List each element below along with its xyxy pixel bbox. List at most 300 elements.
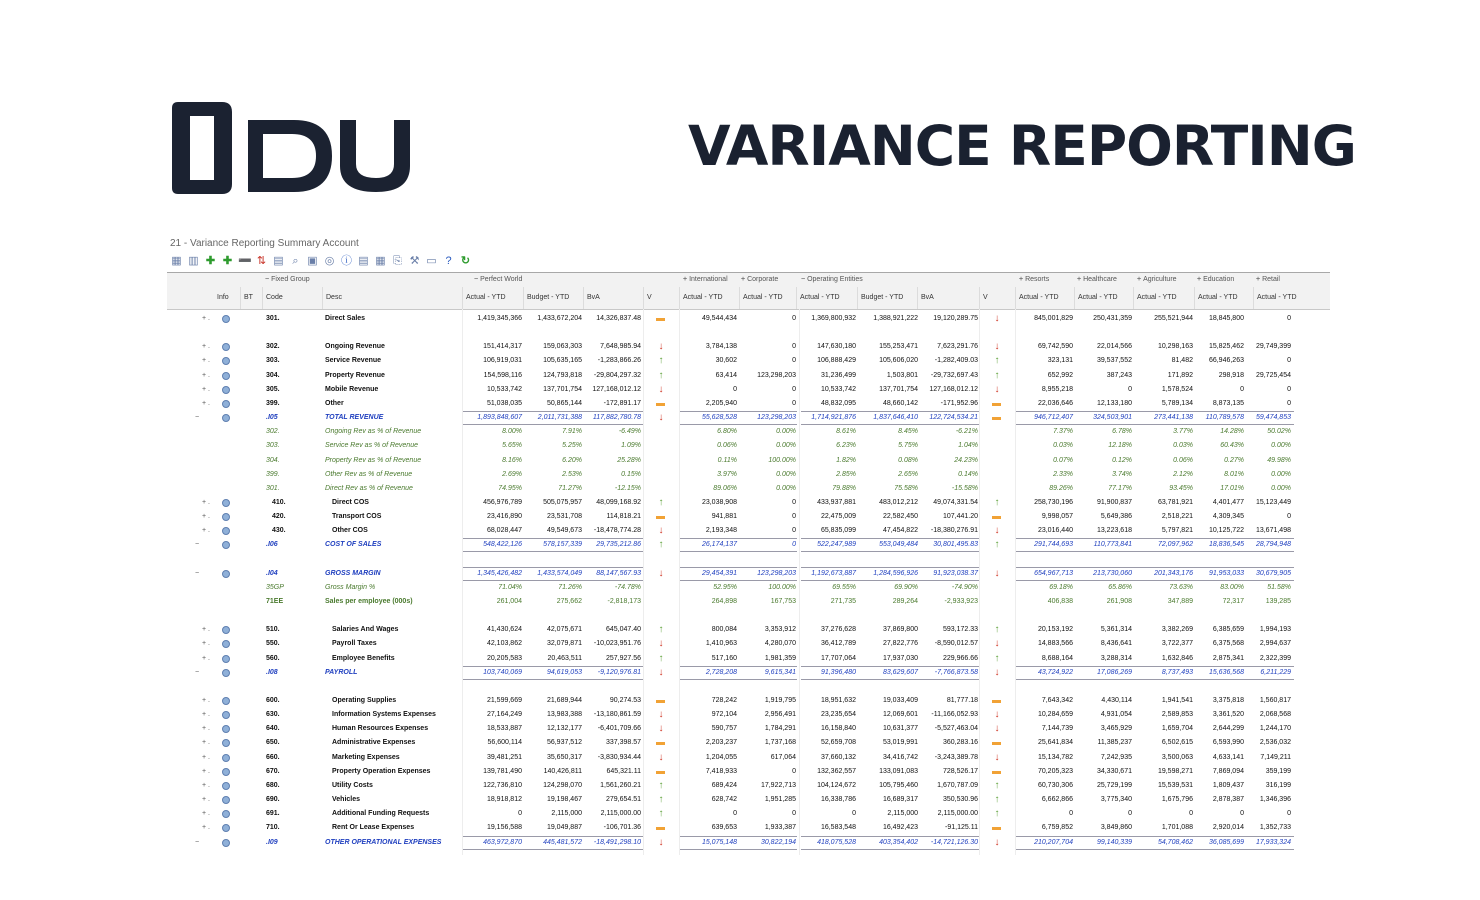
group-agriculture[interactable]: + Agriculture [1137,276,1177,283]
arrow-down-icon: ↓ [658,341,664,352]
arrow-down-icon: ↓ [994,837,1000,848]
value-cell: 127,168,012.12 [929,386,978,393]
expand-icon[interactable]: + [1137,276,1142,283]
value-cell: 94,619,053 [546,669,582,676]
value-cell: 0 [792,386,796,393]
value-cell: 10,298,163 [1157,343,1193,350]
group-healthcare[interactable]: + Healthcare [1077,276,1117,283]
expand-toggle[interactable]: + . [202,697,210,704]
info-icon[interactable] [222,655,230,663]
value-cell: 1,809,437 [1212,782,1244,789]
expand-toggle[interactable]: + . [202,640,210,647]
collapse-toggle[interactable]: − [195,839,200,846]
info-icon[interactable] [222,640,230,648]
value-cell: -6.49% [618,428,641,435]
row-code: 303. [266,442,280,449]
value-cell: 2.69% [502,471,522,478]
value-cell: -29,732,697.43 [930,372,978,379]
total-underline [462,551,643,552]
value-cell: 0 [1189,810,1193,817]
value-cell: 0 [1240,386,1244,393]
value-cell: 6.80% [717,428,737,435]
value-cell: 155,253,471 [879,343,918,350]
info-icon[interactable] [222,669,230,677]
value-cell: 505,075,957 [543,499,582,506]
info-icon[interactable] [222,739,230,747]
grid-icon[interactable]: ▦ [171,255,182,267]
value-cell: 1,433,574,049 [537,570,582,577]
value-cell: 29,725,454 [1255,372,1291,379]
arrow-up-icon: ↑ [658,653,664,664]
value-cell: 0 [792,357,796,364]
collapse-toggle[interactable]: − [195,541,200,548]
info-icon[interactable] [222,527,230,535]
expand-toggle[interactable]: + . [202,499,210,506]
expand-toggle[interactable]: + . [202,655,210,662]
value-cell: 15,134,782 [1037,754,1073,761]
collapse-toggle[interactable]: − [195,414,200,421]
value-cell: 5,797,821 [1161,527,1193,534]
value-cell: 132,362,557 [817,768,856,775]
value-cell: 91,923,038.37 [933,570,978,577]
total-underline [679,411,797,412]
value-cell: 271,735 [830,598,856,605]
expand-toggle[interactable]: + . [202,400,210,407]
value-cell: 0 [792,315,796,322]
column-divider [799,309,800,855]
value-cell: 1,284,596,926 [873,570,918,577]
value-cell: -74.90% [951,584,978,591]
add-row-icon[interactable]: ✚ [205,255,216,267]
collapse-toggle[interactable]: − [195,570,200,577]
value-cell: 1,893,848,607 [477,414,522,421]
expand-icon[interactable]: + [1197,276,1202,283]
table-icon[interactable]: ▦ [375,255,386,267]
value-cell: -5,527,463.04 [934,725,978,732]
value-cell: 23,016,440 [1037,527,1073,534]
info-icon[interactable] [222,711,230,719]
row-code: 660. [266,754,280,761]
export-icon[interactable]: ▣ [307,255,318,267]
expand-toggle[interactable]: + . [202,386,210,393]
tools-icon[interactable]: ⚒ [409,255,420,267]
value-cell: 137,701,754 [543,386,582,393]
value-cell: 19,598,271 [1157,768,1193,775]
row-code: 410. [272,499,286,506]
value-cell: 1,659,704 [1161,725,1193,732]
value-cell: 0 [1240,810,1244,817]
expand-icon[interactable]: + [683,276,688,283]
layout-icon[interactable]: ▤ [273,255,284,267]
add-icon[interactable]: ✚ [222,255,233,267]
column-header[interactable]: Actual - YTD [1015,287,1074,309]
value-cell: 264,898 [711,598,737,605]
value-cell: 22,014,566 [1096,343,1132,350]
expand-toggle[interactable]: + . [202,739,210,746]
value-cell: 403,354,402 [879,839,918,846]
arrow-down-icon: ↓ [658,723,664,734]
value-cell: 13,223,618 [1096,527,1132,534]
column-header[interactable]: Desc [322,287,462,309]
column-header[interactable]: Budget - YTD [857,287,917,309]
value-cell: 123,298,203 [757,372,796,379]
column-header[interactable]: BvA [917,287,979,309]
expand-toggle[interactable]: + . [202,768,210,775]
value-cell: 37,276,628 [820,626,856,633]
total-underline [1015,666,1294,667]
group-international[interactable]: + International [683,276,728,283]
expand-icon[interactable]: + [1256,276,1261,283]
column-header[interactable]: V [979,287,1015,309]
value-cell: 59,474,853 [1255,414,1291,421]
value-cell: 31,236,499 [820,372,856,379]
expand-icon[interactable]: + [1077,276,1082,283]
info-icon[interactable] [222,343,230,351]
value-cell: 2.33% [1053,471,1073,478]
expand-toggle[interactable]: + . [202,513,210,520]
neutral-indicator [992,516,1001,519]
help-icon[interactable]: ? [445,255,452,267]
value-cell: 201,343,176 [1154,570,1193,577]
value-cell: -2,933,923 [944,598,978,605]
total-underline [679,580,797,581]
column-header[interactable]: BvA [583,287,643,309]
expand-toggle[interactable]: + . [202,626,210,633]
value-cell: 0 [852,810,856,817]
value-cell: 1,784,291 [764,725,796,732]
value-cell: 55,628,528 [701,414,737,421]
value-cell: 23,235,654 [820,711,856,718]
value-cell: 19,198,467 [546,796,582,803]
value-cell: 2.85% [836,471,856,478]
row-code: .I09 [266,839,278,846]
value-cell: 2.65% [898,471,918,478]
total-underline [679,679,797,680]
column-header[interactable]: Budget - YTD [523,287,583,309]
value-cell: 93.45% [1169,485,1193,492]
info-icon[interactable] [222,386,230,394]
expand-toggle[interactable]: + . [202,711,210,718]
total-underline [462,666,643,667]
value-cell: 3,353,912 [764,626,796,633]
collapse-toggle[interactable]: − [195,669,200,676]
value-cell: -9,120,976.81 [597,669,641,676]
row-code: 304. [266,457,280,464]
row-desc: Rent Or Lease Expenses [332,824,415,831]
total-underline [1015,679,1294,680]
value-cell: 645,047.40 [605,626,641,633]
row-desc: Mobile Revenue [325,386,379,393]
group-fixed-group[interactable]: − Fixed Group [265,276,310,283]
info-icon[interactable] [222,513,230,521]
row-code: 399. [266,471,280,478]
value-cell: 1,578,524 [1161,386,1193,393]
collapse-icon[interactable]: − [265,276,270,283]
arrow-down-icon: ↓ [994,568,1000,579]
columns-icon[interactable]: ▥ [188,255,199,267]
expand-toggle[interactable]: + . [202,372,210,379]
info-icon[interactable] [222,697,230,705]
total-underline [801,666,979,667]
value-cell: 6.23% [836,442,856,449]
value-cell: 79.88% [832,485,856,492]
refresh-icon[interactable]: ↻ [460,255,471,267]
column-header[interactable]: Actual - YTD [796,287,857,309]
remove-icon[interactable]: ➖ [238,255,252,267]
search-icon[interactable]: ⌕ [292,255,299,267]
value-cell: 22,475,009 [820,513,856,520]
value-cell: -1,283,866.26 [597,357,641,364]
value-cell: 32,079,871 [546,640,582,647]
column-header[interactable]: BT [240,287,262,309]
value-cell: 1,941,541 [1161,697,1193,704]
chart-icon[interactable]: ▭ [426,255,437,267]
value-cell: -18,478,774.28 [593,527,641,534]
value-cell: -2,818,173 [607,598,641,605]
value-cell: 56,937,512 [546,739,582,746]
collapse-icon[interactable]: − [801,276,806,283]
value-cell: 24.23% [954,457,978,464]
column-header[interactable]: V [643,287,679,309]
value-cell: 48,099,168.92 [596,499,641,506]
value-cell: 15,539,531 [1157,782,1193,789]
info-icon[interactable] [222,400,230,408]
value-cell: 29,735,212.86 [596,541,641,548]
value-cell: 946,712,407 [1034,414,1073,421]
value-cell: 41,430,624 [486,626,522,633]
value-cell: 69.55% [832,584,856,591]
value-cell: 3,465,929 [1100,725,1132,732]
group-corporate[interactable]: + Corporate [741,276,779,283]
value-cell: 1,670,787.09 [937,782,978,789]
value-cell: 639,653 [711,824,737,831]
zoom-icon[interactable]: ◎ [324,255,335,267]
value-cell: 578,157,339 [543,541,582,548]
value-cell: 548,422,126 [483,541,522,548]
value-cell: 12.18% [1108,442,1132,449]
info-icon[interactable] [222,824,230,832]
info-icon[interactable] [222,570,230,578]
value-cell: 0 [792,527,796,534]
value-cell: 1,994,193 [1259,626,1291,633]
value-cell: 20,463,511 [547,655,582,662]
value-cell: 1,369,800,932 [811,315,856,322]
value-cell: 6,211,229 [1260,669,1291,676]
expand-toggle[interactable]: + . [202,824,210,831]
group-retail[interactable]: + Retail [1256,276,1280,283]
column-header[interactable]: Actual - YTD [679,287,739,309]
value-cell: 0 [792,541,796,548]
value-cell: 0 [1287,400,1291,407]
column-header[interactable]: Actual - YTD [1194,287,1253,309]
row-desc: Operating Supplies [332,697,397,704]
value-cell: 0 [1128,810,1132,817]
neutral-indicator [656,516,665,519]
value-cell: 88,147,567.93 [596,570,641,577]
row-code: 690. [266,796,280,803]
expand-toggle[interactable]: + . [202,357,210,364]
group-operating-entities[interactable]: − Operating Entities [801,276,863,283]
expand-icon[interactable]: + [741,276,746,283]
expand-toggle[interactable]: + . [202,782,210,789]
value-cell: 0.03% [1053,442,1073,449]
value-cell: 110,773,841 [1093,541,1132,548]
expand-toggle[interactable]: + . [202,527,210,534]
value-cell: 2,115,000 [887,810,918,817]
form-icon[interactable]: ▤ [358,255,369,267]
value-cell: 6,385,659 [1212,626,1244,633]
info-icon[interactable] [222,810,230,818]
expand-toggle[interactable]: + . [202,725,210,732]
info-icon[interactable] [222,626,230,634]
value-cell: 3,722,377 [1161,640,1193,647]
value-cell: 728,526.17 [942,768,978,775]
value-cell: 26,174,137 [701,541,737,548]
value-cell: 2,203,237 [705,739,737,746]
arrow-up-icon: ↑ [994,808,1000,819]
value-cell: 77.17% [1108,485,1132,492]
value-cell: 0 [733,386,737,393]
value-cell: 18,918,812 [486,796,522,803]
info-icon[interactable] [222,754,230,762]
arrow-down-icon: ↓ [658,667,664,678]
value-cell: 8.45% [898,428,918,435]
value-cell: 2,322,399 [1259,655,1291,662]
value-cell: 70,205,323 [1037,768,1073,775]
arrow-down-icon: ↓ [994,313,1000,324]
value-cell: 3,375,818 [1212,697,1244,704]
value-cell: 0.00% [1271,471,1291,478]
expand-toggle[interactable]: + . [202,754,210,761]
value-cell: 0.00% [776,471,796,478]
value-cell: 406,838 [1047,598,1073,605]
value-cell: 69.18% [1049,584,1073,591]
column-header-row [167,287,1330,310]
column-header[interactable]: Actual - YTD [1253,287,1313,309]
value-cell: 418,075,528 [817,839,856,846]
value-cell: 593,172.33 [942,626,978,633]
info-icon[interactable]: ⓘ [341,255,352,267]
value-cell: 4,309,345 [1212,513,1244,520]
value-cell: 323,131 [1047,357,1073,364]
value-cell: 72,097,962 [1157,541,1193,548]
value-cell: 2,536,032 [1259,739,1291,746]
value-cell: 0.00% [1271,442,1291,449]
value-cell: -6,401,709.66 [597,725,641,732]
value-cell: 5,789,134 [1161,400,1193,407]
collapse-icon[interactable]: − [474,276,479,283]
value-cell: 30,822,194 [760,839,796,846]
value-cell: 1,503,801 [886,372,918,379]
value-cell: 18,951,632 [820,697,856,704]
value-cell: 39,481,251 [486,754,522,761]
row-desc: TOTAL REVENUE [325,414,384,421]
value-cell: 3.74% [1112,471,1132,478]
info-icon[interactable] [222,315,230,323]
value-cell: -3,243,389.78 [934,754,978,761]
expand-toggle[interactable]: + . [202,315,210,322]
group-education[interactable]: + Education [1197,276,1235,283]
arrow-down-icon: ↓ [658,752,664,763]
value-cell: 52,659,708 [820,739,856,746]
info-icon[interactable] [222,768,230,776]
column-divider [979,309,980,855]
value-cell: -10,023,951.76 [593,640,641,647]
value-cell: 0.00% [1271,485,1291,492]
value-cell: 0 [1287,810,1291,817]
info-icon[interactable] [222,372,230,380]
value-cell: 652,992 [1047,372,1073,379]
column-header[interactable]: Actual - YTD [462,287,523,309]
value-cell: 71.26% [558,584,582,591]
info-icon[interactable] [222,357,230,365]
column-divider [462,309,463,855]
value-cell: 0.00% [776,428,796,435]
value-cell: -14,721,126.30 [930,839,978,846]
row-desc: Other Rev as % of Revenue [325,471,413,478]
row-code: 301. [266,485,280,492]
value-cell: 5.75% [898,442,918,449]
expand-toggle[interactable]: + . [202,796,210,803]
info-icon[interactable] [222,782,230,790]
value-cell: 91,953,033 [1208,570,1244,577]
value-cell: 122,724,534.21 [929,414,978,421]
expand-toggle[interactable]: + . [202,343,210,350]
arrow-up-icon: ↑ [994,370,1000,381]
column-header[interactable]: Code [262,287,322,309]
info-icon[interactable] [222,414,230,422]
value-cell: 728,242 [711,697,737,704]
info-icon[interactable] [222,541,230,549]
row-code: 420. [272,513,286,520]
sort-icon[interactable]: ⇅ [256,255,267,267]
info-icon[interactable] [222,499,230,507]
expand-icon[interactable]: + [1019,276,1024,283]
column-header[interactable]: Info [217,294,229,301]
total-underline [679,836,797,837]
row-code: .I08 [266,669,278,676]
value-cell: 25,641,834 [1037,739,1073,746]
value-cell: 1,919,795 [764,697,796,704]
value-cell: 7.37% [1053,428,1073,435]
row-code: 560. [266,655,280,662]
value-cell: 15,636,568 [1208,669,1244,676]
info-icon[interactable] [222,796,230,804]
column-header[interactable]: Actual - YTD [1133,287,1194,309]
row-code: 670. [266,768,280,775]
info-icon[interactable] [222,725,230,733]
value-cell: 7,242,935 [1100,754,1132,761]
attach-icon[interactable]: ⎘ [393,255,402,267]
info-icon[interactable] [222,839,230,847]
group-resorts[interactable]: + Resorts [1019,276,1050,283]
group-perfect-world[interactable]: − Perfect World [474,276,523,283]
column-header[interactable]: Actual - YTD [1074,287,1133,309]
value-cell: 1,244,170 [1259,725,1291,732]
value-cell: 617,064 [770,754,796,761]
value-cell: 124,793,818 [543,372,582,379]
value-cell: -15.58% [951,485,978,492]
column-header[interactable]: Actual - YTD [739,287,796,309]
value-cell: 43,724,922 [1037,669,1073,676]
value-cell: 1,204,055 [705,754,737,761]
value-cell: 52.95% [713,584,737,591]
value-cell: 275,662 [556,598,582,605]
value-cell: 19,120,289.75 [933,315,978,322]
total-underline [1015,538,1294,539]
expand-toggle[interactable]: + . [202,810,210,817]
value-cell: 10,284,659 [1037,711,1073,718]
